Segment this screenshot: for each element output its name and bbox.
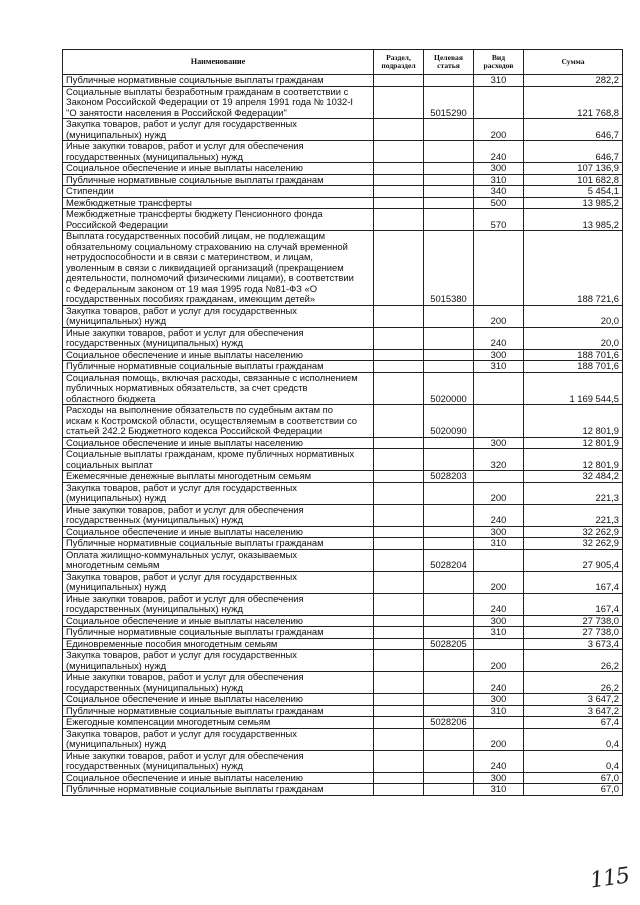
row-target-cell [424, 482, 474, 504]
row-sum-cell: 646,7 [524, 119, 623, 141]
row-target-cell [424, 694, 474, 706]
table-row [63, 197, 623, 209]
row-target-cell [424, 449, 474, 471]
row-name-cell: Межбюджетные трансферты [63, 197, 374, 209]
row-sum-cell: 26,2 [524, 650, 623, 672]
row-type-cell: 300 [474, 615, 524, 627]
column-header-sum: Сумма [524, 50, 623, 75]
row-name-cell: Социальное обеспечение и иные выплаты населению [63, 163, 374, 175]
table-row [63, 231, 623, 306]
row-target-cell [424, 75, 474, 87]
row-sum-cell: 12 801,9 [524, 449, 623, 471]
table-row [63, 571, 623, 593]
row-sum-cell: 5 454,1 [524, 186, 623, 198]
row-type-cell: 500 [474, 197, 524, 209]
row-sum-cell: 107 136,9 [524, 163, 623, 175]
row-section-cell [374, 627, 424, 639]
row-sum-cell: 27 905,4 [524, 549, 623, 571]
row-type-cell: 310 [474, 174, 524, 186]
table-row [63, 186, 623, 198]
row-target-cell: 5015290 [424, 86, 474, 119]
row-name-cell: Межбюджетные трансферты бюджету Пенсионного фонда Российской Федерации [63, 209, 374, 231]
row-name-cell: Публичные нормативные социальные выплаты гражданам [63, 705, 374, 717]
row-section-cell [374, 504, 424, 526]
row-section-cell [374, 361, 424, 373]
row-sum-cell: 101 682,8 [524, 174, 623, 186]
row-sum-cell: 32 484,2 [524, 471, 623, 483]
row-target-cell: 5020000 [424, 372, 474, 405]
table-row [63, 784, 623, 796]
row-target-cell [424, 141, 474, 163]
row-section-cell [374, 772, 424, 784]
row-name-cell: Закупка товаров, работ и услуг для государственных (муниципальных) нужд [63, 728, 374, 750]
row-name-cell: Ежегодные компенсации многодетным семьям [63, 717, 374, 729]
row-section-cell [374, 638, 424, 650]
table-row [63, 305, 623, 327]
row-name-cell: Публичные нормативные социальные выплаты гражданам [63, 174, 374, 186]
row-type-cell: 240 [474, 327, 524, 349]
row-target-cell [424, 672, 474, 694]
row-type-cell: 240 [474, 672, 524, 694]
row-name-cell: Иные закупки товаров, работ и услуг для обеспечения государственных (муниципальных) нужд [63, 672, 374, 694]
row-type-cell [474, 405, 524, 438]
table-row [63, 750, 623, 772]
table-row [63, 615, 623, 627]
row-section-cell [374, 694, 424, 706]
row-section-cell [374, 526, 424, 538]
row-section-cell [374, 174, 424, 186]
row-target-cell [424, 728, 474, 750]
table-row [63, 349, 623, 361]
row-target-cell: 5028204 [424, 549, 474, 571]
row-name-cell: Иные закупки товаров, работ и услуг для обеспечения государственных (муниципальных) нужд [63, 504, 374, 526]
row-sum-cell: 167,4 [524, 593, 623, 615]
row-name-cell: Социальное обеспечение и иные выплаты населению [63, 437, 374, 449]
column-header-name: Наименование [63, 50, 374, 75]
row-sum-cell: 20,0 [524, 327, 623, 349]
row-section-cell [374, 549, 424, 571]
row-name-cell: Публичные нормативные социальные выплаты гражданам [63, 627, 374, 639]
row-name-cell: Стипендии [63, 186, 374, 198]
table-row [63, 705, 623, 717]
row-target-cell [424, 615, 474, 627]
row-name-cell: Иные закупки товаров, работ и услуг для обеспечения государственных (муниципальных) нужд [63, 141, 374, 163]
row-sum-cell: 188 701,6 [524, 361, 623, 373]
table-row [63, 327, 623, 349]
row-target-cell: 5028205 [424, 638, 474, 650]
row-section-cell [374, 349, 424, 361]
row-name-cell: Закупка товаров, работ и услуг для государственных (муниципальных) нужд [63, 119, 374, 141]
row-name-cell: Иные закупки товаров, работ и услуг для обеспечения государственных (муниципальных) нужд [63, 593, 374, 615]
table-row [63, 449, 623, 471]
row-type-cell: 570 [474, 209, 524, 231]
table-row [63, 672, 623, 694]
table-row [63, 526, 623, 538]
column-header-target: Целевая статья [424, 50, 474, 75]
row-target-cell [424, 437, 474, 449]
row-name-cell: Единовременные пособия многодетным семьям [63, 638, 374, 650]
row-target-cell [424, 163, 474, 175]
table-row [63, 361, 623, 373]
row-name-cell: Социальное обеспечение и иные выплаты населению [63, 615, 374, 627]
row-name-cell: Выплата государственных пособий лицам, не подлежащим обязательному социальному страхованию на случай временной нетрудоспособности и в связи с материнством, и лицам, уволенным в связи с ликвидацией организаций (прекращением деятельности, полномочий физическими лицами), в соответствии с Федеральным законом от 19 мая 1995 года №81-ФЗ «О государственных пособиях гражданам, имеющим детей» [63, 231, 374, 306]
row-name-cell: Социальное обеспечение и иные выплаты населению [63, 349, 374, 361]
row-name-cell: Социальные выплаты гражданам, кроме публичных нормативных социальных выплат [63, 449, 374, 471]
table-row [63, 549, 623, 571]
row-type-cell: 300 [474, 694, 524, 706]
row-section-cell [374, 437, 424, 449]
table-row [63, 75, 623, 87]
row-target-cell [424, 174, 474, 186]
row-section-cell [374, 705, 424, 717]
row-sum-cell: 20,0 [524, 305, 623, 327]
row-sum-cell: 188 701,6 [524, 349, 623, 361]
row-sum-cell: 13 985,2 [524, 209, 623, 231]
row-target-cell [424, 784, 474, 796]
row-sum-cell: 3 647,2 [524, 705, 623, 717]
row-sum-cell: 27 738,0 [524, 615, 623, 627]
row-type-cell: 300 [474, 349, 524, 361]
row-type-cell: 200 [474, 728, 524, 750]
row-type-cell: 240 [474, 593, 524, 615]
row-sum-cell: 221,3 [524, 482, 623, 504]
row-name-cell: Социальное обеспечение и иные выплаты населению [63, 526, 374, 538]
table-row [63, 405, 623, 438]
row-sum-cell: 221,3 [524, 504, 623, 526]
table-row [63, 627, 623, 639]
table-row [63, 772, 623, 784]
table-row [63, 638, 623, 650]
row-type-cell: 310 [474, 538, 524, 550]
row-sum-cell: 27 738,0 [524, 627, 623, 639]
table-row [63, 209, 623, 231]
row-section-cell [374, 750, 424, 772]
row-section-cell [374, 717, 424, 729]
table-row [63, 141, 623, 163]
column-header-type: Вид расходов [474, 50, 524, 75]
budget-table [62, 49, 623, 796]
row-section-cell [374, 672, 424, 694]
row-type-cell: 240 [474, 750, 524, 772]
row-sum-cell: 26,2 [524, 672, 623, 694]
row-target-cell [424, 627, 474, 639]
row-target-cell [424, 705, 474, 717]
row-target-cell [424, 305, 474, 327]
row-target-cell [424, 197, 474, 209]
row-name-cell: Публичные нормативные социальные выплаты гражданам [63, 75, 374, 87]
row-name-cell: Публичные нормативные социальные выплаты гражданам [63, 361, 374, 373]
row-section-cell [374, 615, 424, 627]
row-type-cell: 300 [474, 526, 524, 538]
table-row [63, 593, 623, 615]
row-section-cell [374, 482, 424, 504]
row-target-cell [424, 119, 474, 141]
row-sum-cell: 67,0 [524, 784, 623, 796]
row-type-cell: 200 [474, 305, 524, 327]
row-section-cell [374, 75, 424, 87]
row-type-cell: 300 [474, 163, 524, 175]
row-target-cell: 5028206 [424, 717, 474, 729]
table-row [63, 717, 623, 729]
row-sum-cell: 32 262,9 [524, 538, 623, 550]
row-target-cell [424, 349, 474, 361]
row-type-cell [474, 372, 524, 405]
row-section-cell [374, 728, 424, 750]
row-section-cell [374, 119, 424, 141]
row-type-cell [474, 638, 524, 650]
row-sum-cell: 32 262,9 [524, 526, 623, 538]
row-name-cell: Закупка товаров, работ и услуг для государственных (муниципальных) нужд [63, 571, 374, 593]
row-sum-cell: 646,7 [524, 141, 623, 163]
row-type-cell: 200 [474, 482, 524, 504]
row-sum-cell: 167,4 [524, 571, 623, 593]
row-type-cell [474, 231, 524, 306]
row-type-cell: 310 [474, 75, 524, 87]
row-type-cell: 310 [474, 784, 524, 796]
row-type-cell: 310 [474, 361, 524, 373]
budget-sheet [62, 49, 622, 796]
table-header-row [63, 50, 623, 75]
row-target-cell [424, 650, 474, 672]
row-sum-cell: 67,4 [524, 717, 623, 729]
row-sum-cell: 3 673,4 [524, 638, 623, 650]
row-name-cell: Закупка товаров, работ и услуг для государственных (муниципальных) нужд [63, 305, 374, 327]
row-section-cell [374, 163, 424, 175]
row-name-cell: Публичные нормативные социальные выплаты гражданам [63, 784, 374, 796]
table-row [63, 482, 623, 504]
row-section-cell [374, 449, 424, 471]
row-section-cell [374, 141, 424, 163]
row-section-cell [374, 186, 424, 198]
row-section-cell [374, 650, 424, 672]
row-section-cell [374, 327, 424, 349]
table-body [63, 75, 623, 796]
row-section-cell [374, 538, 424, 550]
row-target-cell: 5020090 [424, 405, 474, 438]
row-section-cell [374, 305, 424, 327]
row-section-cell [374, 405, 424, 438]
table-row [63, 437, 623, 449]
row-sum-cell: 188 721,6 [524, 231, 623, 306]
row-name-cell: Оплата жилищно-коммунальных услуг, оказываемых многодетным семьям [63, 549, 374, 571]
row-target-cell [424, 571, 474, 593]
row-sum-cell: 12 801,9 [524, 437, 623, 449]
row-name-cell: Расходы на выполнение обязательств по судебным актам по искам к Костромской области, осуществляемым в соответствии со статьей 242.2 Бюджетного кодекса Российской Федерации [63, 405, 374, 438]
row-target-cell [424, 750, 474, 772]
row-name-cell: Иные закупки товаров, работ и услуг для обеспечения государственных (муниципальных) нужд [63, 327, 374, 349]
row-type-cell: 300 [474, 772, 524, 784]
row-type-cell: 300 [474, 437, 524, 449]
row-type-cell: 200 [474, 650, 524, 672]
table-row [63, 538, 623, 550]
row-type-cell: 340 [474, 186, 524, 198]
table-row [63, 694, 623, 706]
row-type-cell: 240 [474, 141, 524, 163]
row-section-cell [374, 571, 424, 593]
row-type-cell [474, 86, 524, 119]
row-type-cell [474, 717, 524, 729]
row-sum-cell: 121 768,8 [524, 86, 623, 119]
row-section-cell [374, 86, 424, 119]
row-sum-cell: 0,4 [524, 728, 623, 750]
column-header-section: Раздел, подраздел [374, 50, 424, 75]
row-name-cell: Социальная помощь, включая расходы, связанные с исполнением публичных нормативных обязательств, за счет средств областного бюджета [63, 372, 374, 405]
row-sum-cell: 0,4 [524, 750, 623, 772]
row-sum-cell: 1 169 544,5 [524, 372, 623, 405]
row-type-cell: 240 [474, 504, 524, 526]
row-target-cell [424, 327, 474, 349]
row-sum-cell: 12 801,9 [524, 405, 623, 438]
row-sum-cell: 67,0 [524, 772, 623, 784]
row-name-cell: Социальное обеспечение и иные выплаты населению [63, 772, 374, 784]
row-target-cell: 5028203 [424, 471, 474, 483]
row-name-cell: Социальное обеспечение и иные выплаты населению [63, 694, 374, 706]
row-type-cell: 200 [474, 119, 524, 141]
row-section-cell [374, 197, 424, 209]
row-target-cell [424, 593, 474, 615]
row-type-cell: 200 [474, 571, 524, 593]
row-name-cell: Ежемесячные денежные выплаты многодетным семьям [63, 471, 374, 483]
row-target-cell [424, 526, 474, 538]
table-row [63, 504, 623, 526]
row-name-cell: Публичные нормативные социальные выплаты гражданам [63, 538, 374, 550]
row-name-cell: Закупка товаров, работ и услуг для государственных (муниципальных) нужд [63, 650, 374, 672]
row-target-cell [424, 772, 474, 784]
table-row [63, 728, 623, 750]
page-number: 115 [588, 863, 631, 894]
row-section-cell [374, 209, 424, 231]
row-section-cell [374, 231, 424, 306]
row-type-cell [474, 549, 524, 571]
row-target-cell [424, 538, 474, 550]
row-sum-cell: 3 647,2 [524, 694, 623, 706]
table-row [63, 372, 623, 405]
row-target-cell [424, 209, 474, 231]
row-target-cell: 5015380 [424, 231, 474, 306]
row-name-cell: Закупка товаров, работ и услуг для государственных (муниципальных) нужд [63, 482, 374, 504]
row-section-cell [374, 471, 424, 483]
row-target-cell [424, 504, 474, 526]
row-section-cell [374, 593, 424, 615]
table-row [63, 174, 623, 186]
row-sum-cell: 282,2 [524, 75, 623, 87]
row-type-cell [474, 471, 524, 483]
row-section-cell [374, 372, 424, 405]
row-name-cell: Иные закупки товаров, работ и услуг для обеспечения государственных (муниципальных) нужд [63, 750, 374, 772]
row-name-cell: Социальные выплаты безработным гражданам в соответствии с Законом Российской Федерации от 19 апреля 1991 года № 1032-I "О занятости населения в Российской Федерации" [63, 86, 374, 119]
row-type-cell: 320 [474, 449, 524, 471]
table-row [63, 163, 623, 175]
row-sum-cell: 13 985,2 [524, 197, 623, 209]
row-type-cell: 310 [474, 627, 524, 639]
table-row [63, 119, 623, 141]
table-row [63, 471, 623, 483]
row-target-cell [424, 186, 474, 198]
row-section-cell [374, 784, 424, 796]
row-target-cell [424, 361, 474, 373]
table-row [63, 650, 623, 672]
table-row [63, 86, 623, 119]
row-type-cell: 310 [474, 705, 524, 717]
